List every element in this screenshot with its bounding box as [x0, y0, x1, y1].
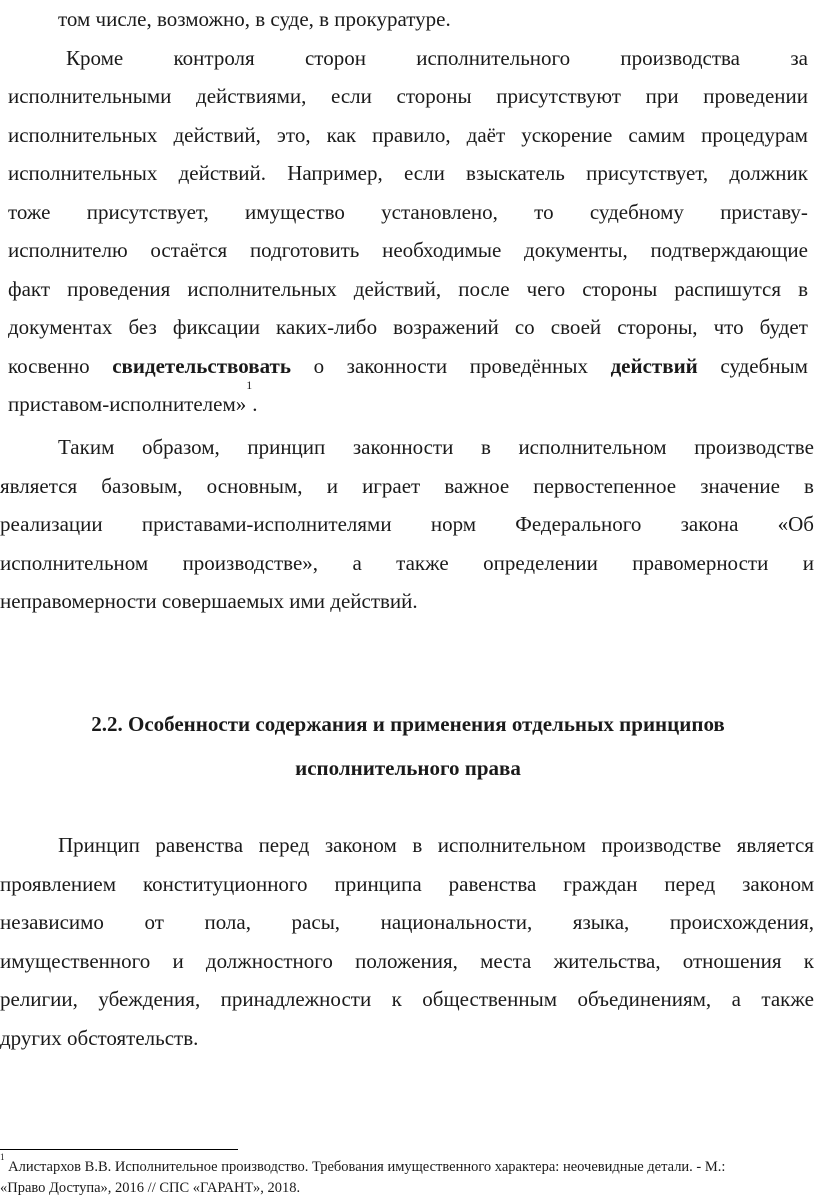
word: приставами-исполнителями [141, 512, 392, 536]
word: стороны [396, 84, 472, 108]
word: судебному [589, 199, 684, 224]
word: процедурам [701, 122, 808, 147]
word: Принцип [58, 833, 140, 857]
word: принадлежности [220, 987, 372, 1011]
word: производстве [694, 435, 814, 459]
word: контроля [173, 45, 255, 70]
word: равенства [448, 871, 537, 896]
text-line [8, 0, 808, 39]
word: а [352, 550, 362, 575]
text-line [0, 428, 814, 467]
text-line [8, 347, 808, 386]
word: и [326, 473, 338, 498]
word: стороны [582, 276, 658, 301]
word: принцип [247, 435, 326, 459]
word: исполнителю [8, 238, 128, 262]
word: присутствует, [86, 199, 209, 224]
word: в [798, 276, 808, 301]
word: норм [430, 512, 477, 536]
text-line [0, 865, 814, 904]
text-line [8, 270, 808, 309]
word: также [761, 987, 814, 1011]
word: необходимые [382, 238, 502, 262]
word: перед [664, 871, 716, 896]
word: подтверждающие [650, 238, 808, 262]
word: религии, [0, 987, 78, 1011]
word: от [144, 910, 164, 934]
word: своей [550, 315, 602, 339]
footnote [0, 1152, 816, 1199]
text-line [8, 308, 808, 347]
text-line [8, 231, 808, 270]
word: присутствуют [496, 84, 621, 108]
heading-line: исполнительного права [295, 756, 521, 780]
word: факт [8, 276, 51, 301]
bold-word: свидетельствовать [112, 353, 291, 378]
word: к [391, 987, 402, 1011]
word: законом [324, 833, 397, 857]
word: а [731, 987, 741, 1011]
word: является [736, 833, 814, 857]
word: проведения [67, 276, 171, 301]
text-line [0, 942, 814, 981]
word: исполнительных [187, 276, 337, 301]
text: других обстоятельств. [0, 1025, 199, 1050]
word: граждан [563, 871, 638, 896]
word: жительства, [553, 948, 661, 973]
word: то [534, 199, 554, 224]
word: и [802, 550, 814, 575]
word: положения, [355, 948, 458, 973]
word: остаётся [150, 238, 228, 262]
word: установлено, [381, 199, 498, 224]
word: сторон [304, 45, 366, 70]
word: Таким [58, 435, 115, 459]
word: проявлением [0, 871, 117, 896]
text-line [8, 193, 808, 232]
word: играет [362, 473, 421, 498]
word: пола, [204, 910, 251, 934]
section-heading [0, 702, 816, 790]
word: правило, [372, 122, 451, 147]
word: в [480, 435, 491, 459]
word: имущество [245, 199, 345, 224]
word: Кроме [66, 45, 124, 70]
word: законности [346, 353, 448, 378]
word: производстве [601, 833, 722, 857]
word: это, [276, 122, 311, 147]
word: документы, [524, 238, 628, 262]
text-line [0, 1019, 814, 1058]
footnote-number: 1 [0, 1152, 5, 1162]
word: стороны, [617, 315, 698, 339]
bold-word: действий [610, 353, 698, 378]
word: в [412, 833, 423, 857]
word: образом, [141, 435, 220, 459]
word: к [803, 948, 814, 973]
word: как [326, 122, 357, 147]
word: основным, [206, 473, 303, 498]
word: независимо [0, 910, 104, 934]
text: неправомерности совершаемых ими действий. [0, 589, 418, 613]
word: законом [742, 871, 814, 896]
word: без [128, 315, 157, 339]
word: проведённых [469, 353, 588, 378]
word: является [0, 473, 78, 498]
conclusion-paragraph [0, 428, 814, 621]
word: должник [729, 161, 808, 185]
text-line [8, 378, 808, 424]
word: исполнительных [8, 161, 158, 185]
word: правомерности [632, 550, 769, 575]
word: расы, [291, 910, 341, 934]
text-line [0, 980, 814, 1019]
word: законности [352, 435, 454, 459]
word: отношения [682, 948, 782, 973]
word: исполнительными [8, 84, 172, 108]
heading-line: 2.2. Особенности содержания и применения отдельных принципов [91, 712, 725, 736]
text-line [0, 903, 814, 942]
footnote-text: «Право Доступа», 2016 // СПС «ГАРАНТ», 2018. [0, 1180, 301, 1196]
text-line [8, 116, 808, 155]
word: имущественного [0, 948, 151, 973]
word: языка, [572, 910, 630, 934]
word: производства [620, 45, 741, 70]
word: конституционного [142, 871, 308, 896]
equality-paragraph [0, 826, 814, 1057]
word: Федерального [515, 512, 642, 536]
word: равенства [155, 833, 244, 857]
text-line [8, 154, 808, 193]
word: если [403, 161, 445, 185]
word: места [480, 948, 532, 973]
word: исполнительных [8, 122, 158, 147]
word: производстве», [182, 550, 319, 575]
word: фиксации [172, 315, 260, 339]
word: самим [628, 122, 686, 147]
word: должностного [205, 948, 333, 973]
quote-paragraph [8, 0, 808, 424]
word: также [396, 550, 449, 575]
word: первостепенное [533, 473, 677, 498]
word: перед [258, 833, 310, 857]
word: со [514, 315, 535, 339]
text: приставом-исполнителем» [8, 392, 247, 416]
word: судебным [720, 353, 808, 378]
text-line [0, 505, 814, 544]
word: «Об [777, 512, 814, 536]
word: действий, [353, 276, 442, 301]
word: исполнительного [416, 45, 571, 70]
word: общественным [422, 987, 557, 1011]
word: ускорение [521, 122, 613, 147]
word: в [804, 473, 814, 498]
word: что [713, 315, 744, 339]
word: исполнительном [518, 435, 667, 459]
word: базовым, [101, 473, 183, 498]
word: косвенно [8, 353, 90, 378]
word: происхождения, [669, 910, 814, 934]
word: определении [483, 550, 598, 575]
word: действий. [178, 161, 266, 185]
word: после [458, 276, 510, 301]
text-line [0, 582, 814, 621]
word: действий, [173, 122, 261, 147]
word: документах [8, 315, 113, 339]
word: если [331, 84, 372, 108]
word: каких-либо [276, 315, 378, 339]
word: проведении [703, 84, 808, 108]
word: приставу- [720, 199, 808, 224]
text-line [8, 77, 808, 116]
word: присутствует, [586, 161, 709, 185]
word: действиями, [196, 84, 307, 108]
text: том числе, возможно, в суде, в прокуратуре. [58, 7, 451, 31]
word: реализации [0, 512, 103, 536]
word: Например, [287, 161, 383, 185]
word: о [313, 353, 325, 378]
footnote-separator [0, 1149, 238, 1150]
word: взыскатель [466, 161, 565, 185]
word: и [172, 948, 184, 973]
text-line [0, 826, 814, 865]
word: подготовить [249, 238, 360, 262]
word: убеждения, [98, 987, 201, 1011]
footnote-text: Алистархов В.В. Исполнительное производство. Требования имущественного характера: неочевидные детали. - М.: [8, 1159, 726, 1175]
word: будет [759, 315, 808, 339]
footnote-line [0, 1178, 816, 1199]
word: объединениям, [577, 987, 712, 1011]
text-line [0, 544, 814, 583]
word: чего [526, 276, 566, 301]
word: исполнительном [0, 550, 149, 575]
word: важное [444, 473, 510, 498]
word: возражений [393, 315, 499, 339]
word: закона [680, 512, 739, 536]
text-line [0, 467, 814, 506]
word: за [790, 45, 808, 70]
word: распишутся [674, 276, 782, 301]
footnote-ref[interactable]: 1 [246, 378, 253, 392]
footnote-line [0, 1152, 816, 1178]
word: при [645, 84, 679, 108]
word: принципа [334, 871, 422, 896]
text-line [8, 39, 808, 78]
text: . [252, 392, 258, 416]
word: даёт [466, 122, 506, 147]
word: национальности, [380, 910, 533, 934]
word: тоже [8, 199, 51, 224]
word: значение [700, 473, 780, 498]
word: исполнительном [437, 833, 586, 857]
